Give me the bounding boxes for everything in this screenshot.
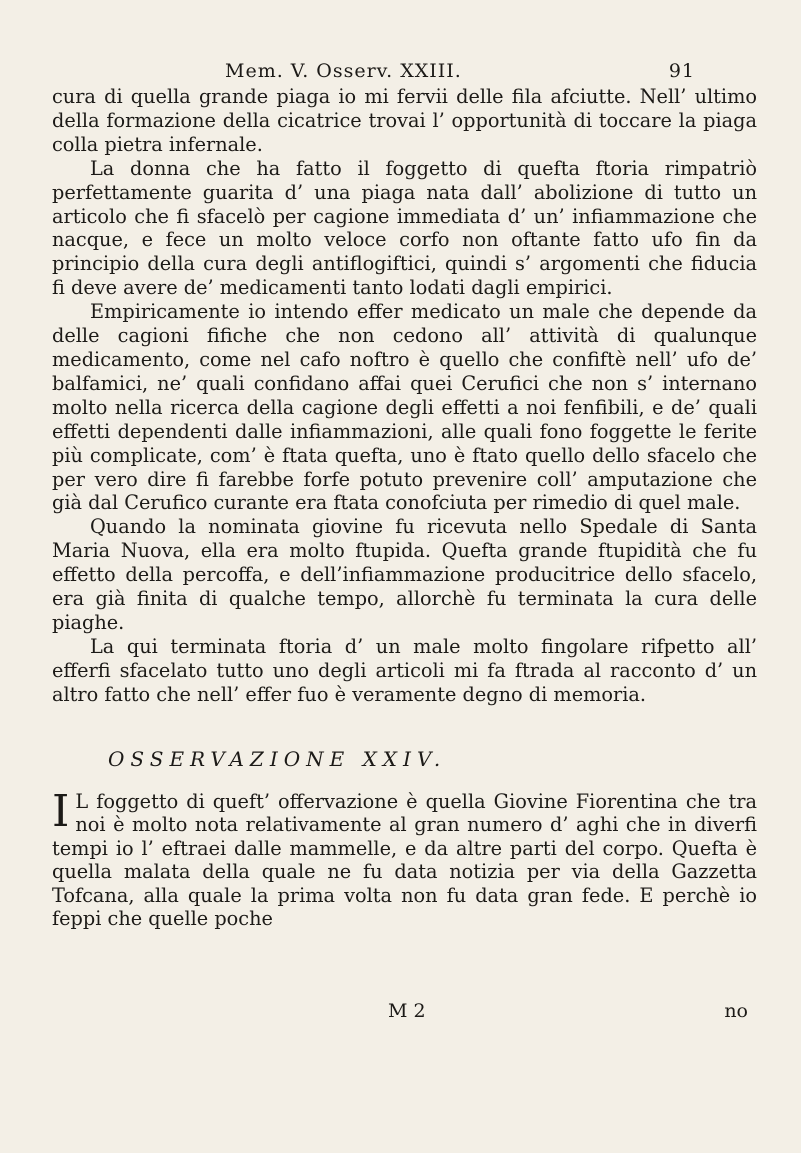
- drop-cap: I: [52, 786, 70, 837]
- page-number: 91: [668, 60, 695, 82]
- paragraph: Empiricamente io intendo effer medicato un male che depende da delle cagioni fifiche che non cedono all’ attività di qualunque medicamento, come nel cafo noftro è quello che confiftè nell’ ufo de’ balfamici, ne’ quali confidano affai quei Cerufici che non s’ internano molto nella ricerca della cagione degli effetti a noi fenfibili, e de’ quali effetti dependenti dalle infiammazioni, alle quali fono foggette le ferite più complicate, com’ è ftata quefta, uno è ftato quello dello sfacelo che per vero dire fi farebbe forfe potuto prevenire coll’ amputazione che già dal Cerufico curante era ftata conofciuta per rimedio di quel male.: [52, 300, 757, 515]
- signature-mark: M 2: [388, 1000, 426, 1022]
- catchword: no: [724, 1000, 748, 1022]
- main-text: [52, 85, 757, 707]
- observation-paragraph: L foggetto di queft’ offervazione è quella Giovine Fiorentina che tra noi è molto nota relativamente al gran numero d’ aghi che in diverfi tempi io l’ eftraei dalle mammelle, e da altre parti del corpo. Quefta è quella malata della quale ne fu data notizia per via della Gazzetta Tofcana, alla quale la prima volta non fu data gran fede. E perchè io feppi che quelle poche: [52, 790, 757, 931]
- paragraph: Quando la nominata giovine fu ricevuta nello Spedale di Santa Maria Nuova, ella era molto ftupida. Quefta grande ftupidità che fu effetto della percoffa, e dell’infiammazione producitrice dello sfacelo, era già finita di qualche tempo, allorchè fu terminata la cura delle piaghe.: [52, 515, 757, 634]
- running-header: [225, 60, 695, 82]
- paragraph: La donna che ha fatto il foggetto di quefta ftoria rimpatriò perfettamente guarita d’ una piaga nata dall’ abolizione di tutto un articolo che fi sfacelò per cagione immediata d’ un’ infiammazione che nacque, e fece un molto veloce corfo non oftante fatto ufo fin da principio della cura degli antiflogiftici, quindi s’ argomenti che fiducia fi deve avere de’ medicamenti tanto lodati dagli empirici.: [52, 156, 757, 300]
- page-footer: [388, 1000, 748, 1022]
- running-title: Mem. V. Osserv. XXIII.: [225, 60, 462, 82]
- paragraph: cura di quella grande piaga io mi fervii delle fila afciutte. Nell’ ultimo della formazione della cicatrice trovai l’ opportunità di toccare la piaga colla pietra infernale.: [52, 85, 757, 156]
- section-title: OSSERVAZIONE XXIV.: [108, 747, 447, 771]
- paragraph: La qui terminata ftoria d’ un male molto fingolare rifpetto all’ efferfi sfacelato tutto uno degli articoli mi fa ftrada al racconto d’ un altro fatto che nell’ effer fuo è veramente degno di memoria.: [52, 634, 757, 706]
- observation-text: [52, 786, 757, 931]
